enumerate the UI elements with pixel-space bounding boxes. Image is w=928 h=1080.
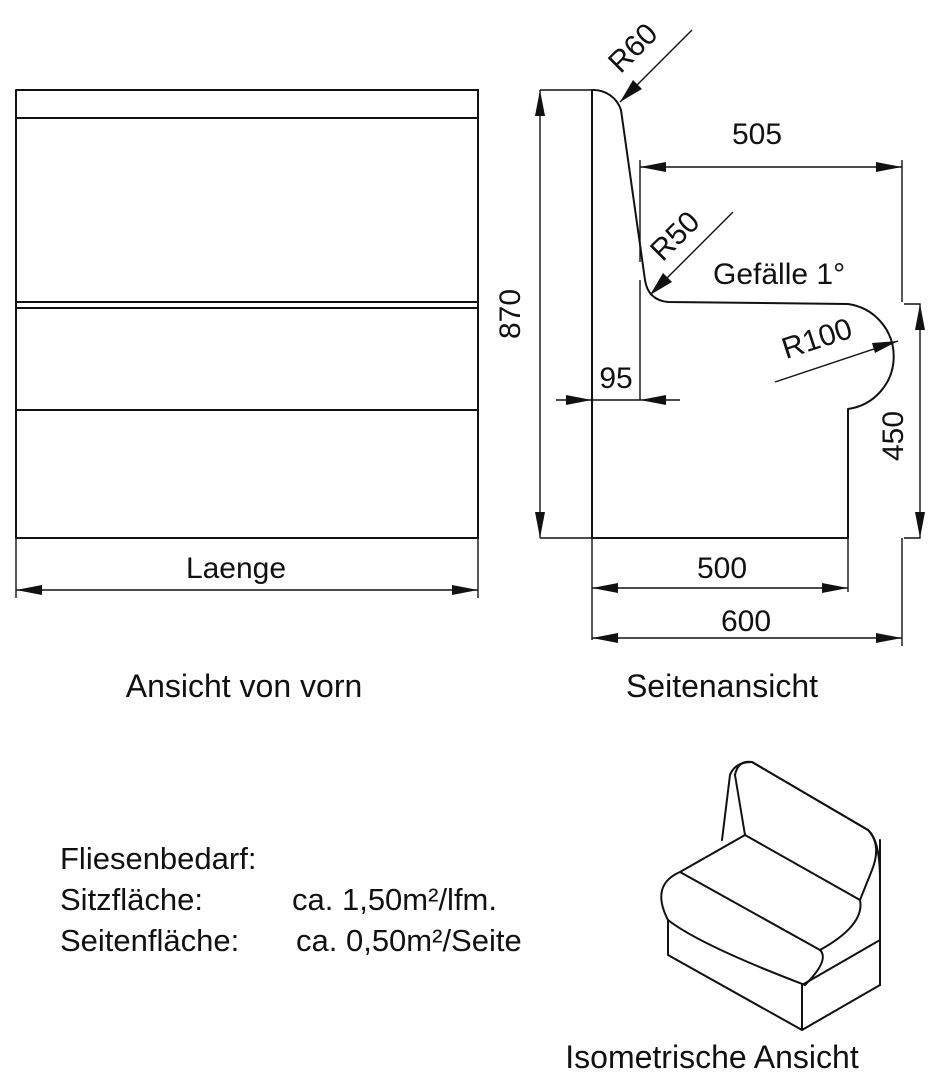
arrowhead bbox=[566, 395, 592, 405]
arrowhead bbox=[535, 512, 545, 538]
dimension-500-label: 500 bbox=[696, 552, 748, 585]
side-view-caption: Seitenansicht bbox=[625, 668, 819, 704]
arrowhead bbox=[822, 583, 848, 593]
arrowhead bbox=[535, 90, 545, 116]
side-view-profile bbox=[592, 90, 894, 538]
arrowhead bbox=[592, 633, 618, 643]
tile-requirement-heading: Fliesenbedarf: bbox=[60, 841, 257, 876]
tile-row-label: Seitenfläche: bbox=[60, 923, 240, 958]
arrowhead bbox=[876, 162, 902, 172]
tile-requirement-note bbox=[60, 838, 522, 961]
slope-label: Gefälle 1° bbox=[713, 258, 846, 291]
iso-base-bottom-right bbox=[802, 985, 880, 1030]
iso-backrest-right-cap bbox=[868, 830, 880, 880]
iso-backrest-top-edge bbox=[752, 762, 868, 830]
length-label: Laenge bbox=[185, 552, 287, 585]
front-view-outline bbox=[16, 90, 478, 538]
tile-row-value: ca. 1,50m²/lfm. bbox=[292, 882, 497, 917]
dimension-870-label: 870 bbox=[494, 288, 527, 340]
r100-label: R100 bbox=[777, 312, 857, 366]
front-view-caption: Ansicht von vorn bbox=[125, 668, 363, 704]
iso-base-right bbox=[802, 880, 880, 985]
side-view bbox=[494, 17, 925, 704]
dimension-600-label: 600 bbox=[720, 605, 772, 638]
tile-row-side bbox=[60, 920, 522, 961]
dimension-450-label: 450 bbox=[877, 410, 910, 462]
tile-row-label: Sitzfläche: bbox=[60, 882, 204, 917]
dimension-505-label: 505 bbox=[731, 118, 783, 151]
isometric-view bbox=[565, 762, 880, 1075]
tile-row-seat bbox=[60, 879, 522, 920]
arrowhead bbox=[640, 395, 666, 405]
iso-backrest-side bbox=[722, 762, 752, 840]
arrowhead bbox=[16, 585, 42, 595]
r60-label: R60 bbox=[602, 17, 665, 80]
arrowhead bbox=[915, 304, 925, 330]
arrowhead bbox=[915, 512, 925, 538]
arrowhead bbox=[592, 583, 618, 593]
front-view bbox=[16, 90, 478, 704]
arrowhead bbox=[640, 162, 666, 172]
iso-backrest-outline bbox=[735, 762, 876, 900]
tile-row-value: ca. 0,50m²/Seite bbox=[296, 923, 522, 958]
arrowhead bbox=[452, 585, 478, 595]
arrowhead bbox=[876, 633, 902, 643]
r50-label: R50 bbox=[644, 205, 707, 268]
dimension-95-label: 95 bbox=[599, 362, 633, 395]
isometric-caption: Isometrische Ansicht bbox=[565, 1039, 859, 1075]
iso-seat-front-roll bbox=[661, 872, 823, 985]
iso-seat-top bbox=[680, 835, 861, 950]
